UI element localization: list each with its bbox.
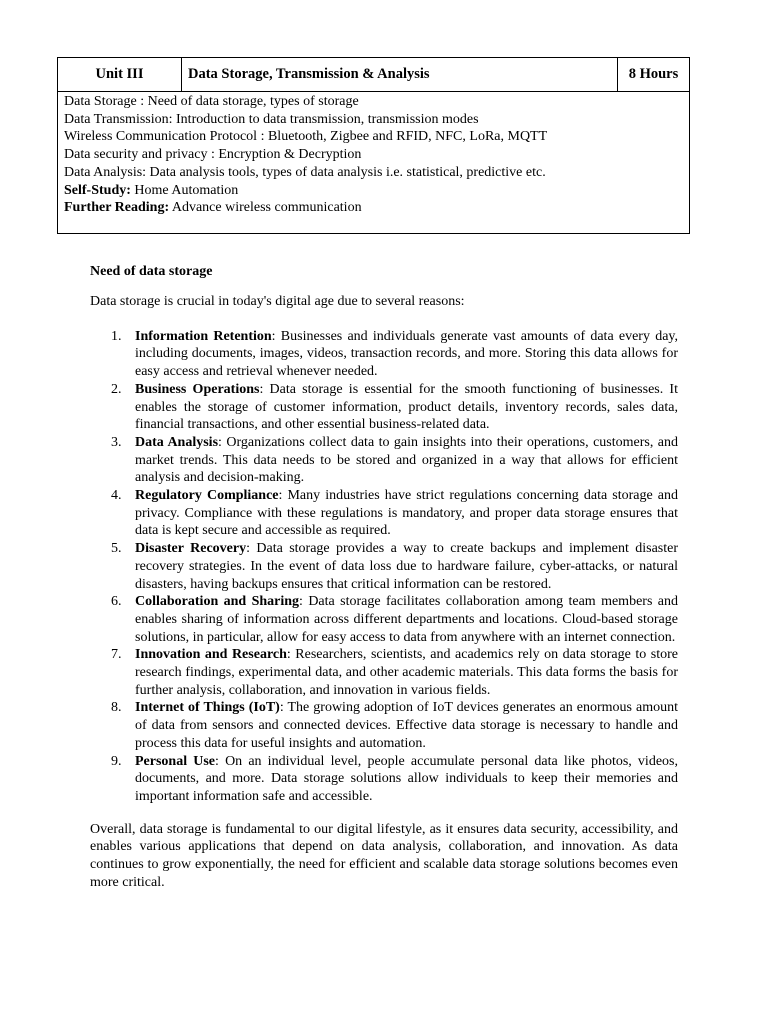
- further-reading-label: Further Reading:: [64, 200, 170, 216]
- list-item: [90, 540, 678, 593]
- list-term: Data Analysis: [135, 434, 219, 450]
- list-number: 4.: [111, 488, 122, 504]
- list-number: 7.: [111, 647, 122, 663]
- list-text: : Data storage provides a way to create backups and implement disaster recovery strategies. In the event of data loss due to hardware failure, cyber-attacks, or natural disasters, having backups ensures that critical information can be restored.: [135, 541, 679, 592]
- self-study-line: [64, 182, 689, 200]
- list-item: [90, 699, 678, 752]
- list-text: : On an individual level, people accumulate personal data like photos, videos, documents, and more. Data storage solutions allow individuals to keep their memories and important information safe and accessible.: [135, 753, 678, 804]
- list-text: : Businesses and individuals generate vast amounts of data every day, including documents, images, videos, transaction records, and more. Storing this data allows for easy access and retrieval whenever needed.: [135, 328, 679, 380]
- list-number: 1.: [111, 328, 122, 344]
- intro-paragraph: Data storage is crucial in today's digital age due to several reasons:: [90, 294, 465, 309]
- list-term: Innovation and Research: [135, 647, 287, 663]
- syllabus-topics: [58, 92, 689, 217]
- further-reading-value: Advance wireless communication: [169, 200, 362, 216]
- list-text: : Researchers, scientists, and academics rely on data storage to store research findings, experimental data, and other academic materials. This data forms the basis for further analysis, collaboration, and innovation in various fields.: [135, 647, 678, 698]
- section-heading: Need of data storage: [90, 264, 213, 279]
- list-term: Internet of Things (IoT): [135, 700, 280, 716]
- topic-line: Data Analysis: Data analysis tools, types of data analysis i.e. statistical, predictive etc.: [64, 164, 546, 180]
- list-text: : Data storage facilitates collaboration among team members and enables sharing of information across different departments and locations. Cloud-based storage solutions, in particular, allow for easy access to data from anywhere with an internet connection.: [135, 594, 678, 645]
- further-reading-line: [64, 199, 689, 217]
- topic-line: Data Transmission: Introduction to data transmission, transmission modes: [64, 111, 479, 127]
- list-text: : Many industries have strict regulations concerning data storage and privacy. Compliance with these regulations is mandatory, and proper data storage ensures that data is kept secure and accessible as required.: [135, 488, 678, 539]
- topic-line: Data security and privacy : Encryption & Decryption: [64, 147, 362, 163]
- reasons-list: [90, 328, 678, 806]
- self-study-value: Home Automation: [130, 182, 239, 198]
- list-number: 2.: [111, 381, 122, 397]
- list-term: Personal Use: [135, 753, 216, 769]
- self-study-label: Self-Study:: [64, 182, 131, 198]
- list-term: Regulatory Compliance: [135, 488, 279, 504]
- list-item: [90, 487, 678, 540]
- list-term: Collaboration and Sharing: [135, 594, 300, 610]
- list-text: : The growing adoption of IoT devices generates an enormous amount of data from sensors and connected devices. Effective data storage is necessary to handle and process this data for useful insights and automation.: [135, 700, 678, 751]
- list-term: Business Operations: [135, 381, 260, 397]
- unit-title-cell: Data Storage, Transmission & Analysis: [182, 58, 618, 91]
- list-item: [90, 434, 678, 487]
- list-text: : Organizations collect data to gain insights into their operations, customers, and market trends. This data needs to be stored and organized in a way that allows for efficient analysis and decision-making.: [135, 434, 679, 486]
- list-item: [90, 328, 678, 381]
- topic-line: Data Storage : Need of data storage, types of storage: [64, 94, 359, 109]
- list-item: [90, 753, 678, 806]
- unit-cell: Unit III: [58, 58, 182, 91]
- list-number: 5.: [111, 541, 122, 557]
- list-item: [90, 593, 678, 646]
- syllabus-header-row: [58, 58, 689, 92]
- list-text: : Data storage is essential for the smooth functioning of businesses. It enables the storage of customer information, product details, inventory records, sales data, financial transactions, and other essential business-related data.: [135, 381, 678, 433]
- conclusion-paragraph: Overall, data storage is fundamental to our digital lifestyle, as it ensures data security, accessibility, and enables various applications that depend on data analysis, collaboration, and innovation. As data continues to grow exponentially, the need for efficient and scalable data storage solutions becomes even more critical.: [90, 821, 678, 890]
- list-term: Information Retention: [135, 328, 272, 344]
- list-item: [90, 381, 678, 434]
- list-number: 8.: [111, 700, 122, 716]
- list-term: Disaster Recovery: [135, 541, 247, 557]
- hours-cell: 8 Hours: [628, 65, 679, 82]
- list-number: 6.: [111, 594, 122, 610]
- section-content: [90, 263, 678, 892]
- list-number: 9.: [111, 753, 122, 769]
- syllabus-table: [57, 57, 690, 234]
- list-item: [90, 646, 678, 699]
- list-number: 3.: [111, 434, 122, 450]
- topic-line: Wireless Communication Protocol : Bluetooth, Zigbee and RFID, NFC, LoRa, MQTT: [64, 129, 548, 145]
